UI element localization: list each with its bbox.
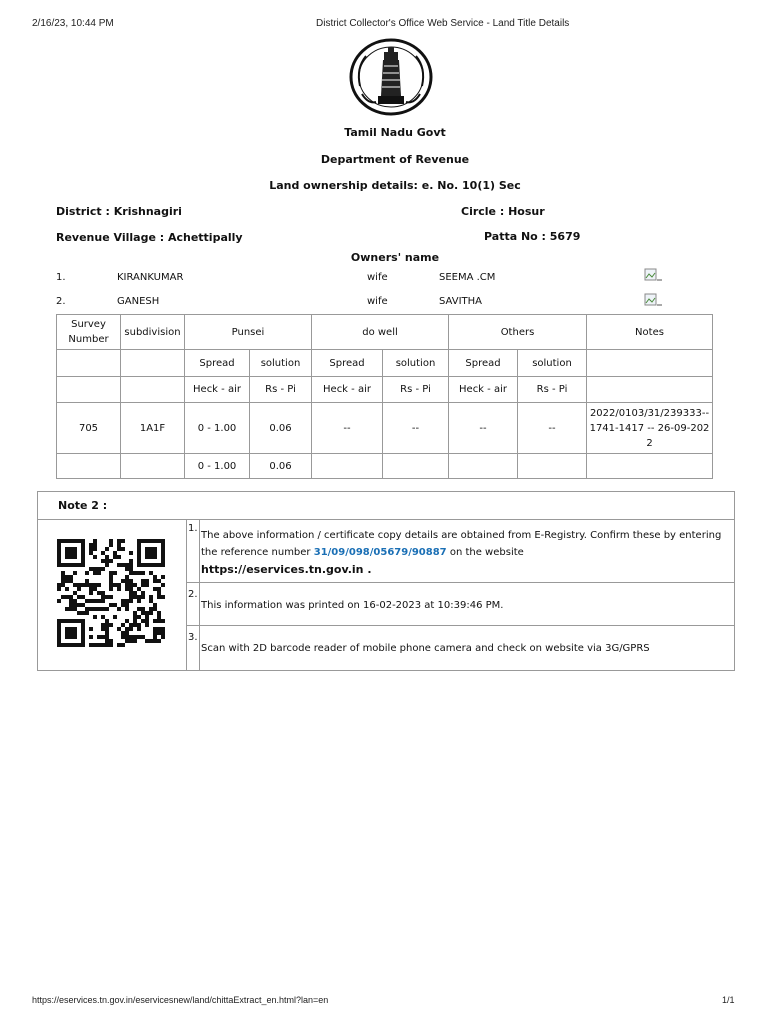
document-subtitle: Land ownership details: e. No. 10(1) Sec [269, 179, 521, 192]
cell-dowell-spread: -- [312, 403, 383, 454]
table-row [57, 454, 713, 479]
unit-money: Rs - Pi [250, 377, 312, 403]
subheader-solution: solution [250, 350, 312, 377]
cell-subdivision: 1A1F [121, 403, 185, 454]
unit-area: Heck - air [185, 377, 250, 403]
subheader-spread: Spread [449, 350, 518, 377]
note-2-title: Note 2 : [58, 499, 108, 512]
table-row [57, 403, 713, 454]
subheader-solution: solution [383, 350, 449, 377]
owner-1-number: 1. [56, 272, 66, 283]
govt-title: Tamil Nadu Govt [344, 126, 446, 139]
table-units-row [57, 377, 713, 403]
unit-money: Rs - Pi [383, 377, 449, 403]
patta-label: Patta No : 5679 [484, 230, 581, 243]
note-item-1-text-a: The above information / certificate copy details are obtained from E-Registry. Confirm these by entering the reference number [201, 530, 722, 558]
district-label: District : Krishnagiri [56, 205, 182, 218]
cell-others-spread [449, 454, 518, 479]
owners-title: Owners' name [350, 251, 440, 264]
header-survey-number: Survey Number [57, 315, 121, 350]
print-page-title: District Collector's Office Web Service - Land Title Details [316, 18, 570, 29]
cell-others-solution [518, 454, 587, 479]
subheader-spread: Spread [312, 350, 383, 377]
note-2-header [38, 492, 734, 520]
note-item-1-number: 1. [188, 523, 198, 534]
cell-punsei-spread: 0 - 1.00 [185, 403, 250, 454]
owner-2-relation: wife [367, 296, 388, 307]
note-item-1-text [201, 527, 726, 579]
print-footer-url: https://eservices.tn.gov.in/eservicesnew/land/chittaExtract_en.html?lan=en [32, 995, 329, 1005]
cell-dowell-solution: -- [383, 403, 449, 454]
land-details-table [56, 314, 713, 479]
broken-image-icon [644, 293, 664, 309]
table-header-row [57, 315, 713, 350]
cell-others-spread: -- [449, 403, 518, 454]
cell-subdivision [121, 454, 185, 479]
unit-area: Heck - air [312, 377, 383, 403]
cell-notes [587, 454, 713, 479]
website-link[interactable]: https://eservices.tn.gov.in . [201, 563, 372, 576]
owner-2-name: GANESH [117, 296, 160, 307]
note-item-3-number: 3. [188, 632, 198, 643]
header-notes: Notes [587, 315, 713, 350]
cell-others-solution: -- [518, 403, 587, 454]
cell-dowell-spread [312, 454, 383, 479]
circle-label: Circle : Hosur [461, 205, 545, 218]
note-2-box [37, 491, 735, 671]
qr-code-cell [38, 520, 187, 670]
header-others: Others [449, 315, 587, 350]
owner-2-relative: SAVITHA [439, 296, 482, 307]
unit-money: Rs - Pi [518, 377, 587, 403]
header-punsei: Punsei [185, 315, 312, 350]
reference-number: 31/09/098/05679/90887 [313, 547, 447, 558]
print-footer-page: 1/1 [722, 995, 735, 1005]
owner-2-number: 2. [56, 296, 66, 307]
department-title: Department of Revenue [320, 153, 470, 166]
note-item-1-text-b: on the website [449, 547, 524, 558]
note-item-2-text: This information was printed on 16-02-2023 at 10:39:46 PM. [201, 600, 504, 611]
print-datetime: 2/16/23, 10:44 PM [32, 18, 114, 29]
cell-punsei-spread: 0 - 1.00 [185, 454, 250, 479]
cell-punsei-solution: 0.06 [250, 403, 312, 454]
owner-1-name: KIRANKUMAR [117, 272, 184, 283]
subheader-solution: solution [518, 350, 587, 377]
cell-survey: 705 [57, 403, 121, 454]
subheader-spread: Spread [185, 350, 250, 377]
owner-1-relation: wife [367, 272, 388, 283]
cell-dowell-solution [383, 454, 449, 479]
village-label: Revenue Village : Achettipally [56, 231, 243, 244]
unit-area: Heck - air [449, 377, 518, 403]
qr-code-icon[interactable] [57, 539, 165, 647]
table-subheader-row [57, 350, 713, 377]
broken-image-icon [644, 268, 664, 284]
note-item-3-text: Scan with 2D barcode reader of mobile phone camera and check on website via 3G/GPRS [201, 643, 650, 654]
tamil-nadu-emblem-logo [348, 38, 434, 116]
cell-notes: 2022/0103/31/239333--1741-1417 -- 26-09-2022 [587, 403, 713, 454]
cell-survey [57, 454, 121, 479]
owner-1-relative: SEEMA .CM [439, 272, 496, 283]
header-do-well: do well [312, 315, 449, 350]
header-subdivision: subdivision [121, 315, 185, 350]
cell-punsei-solution: 0.06 [250, 454, 312, 479]
note-item-2-number: 2. [188, 589, 198, 600]
